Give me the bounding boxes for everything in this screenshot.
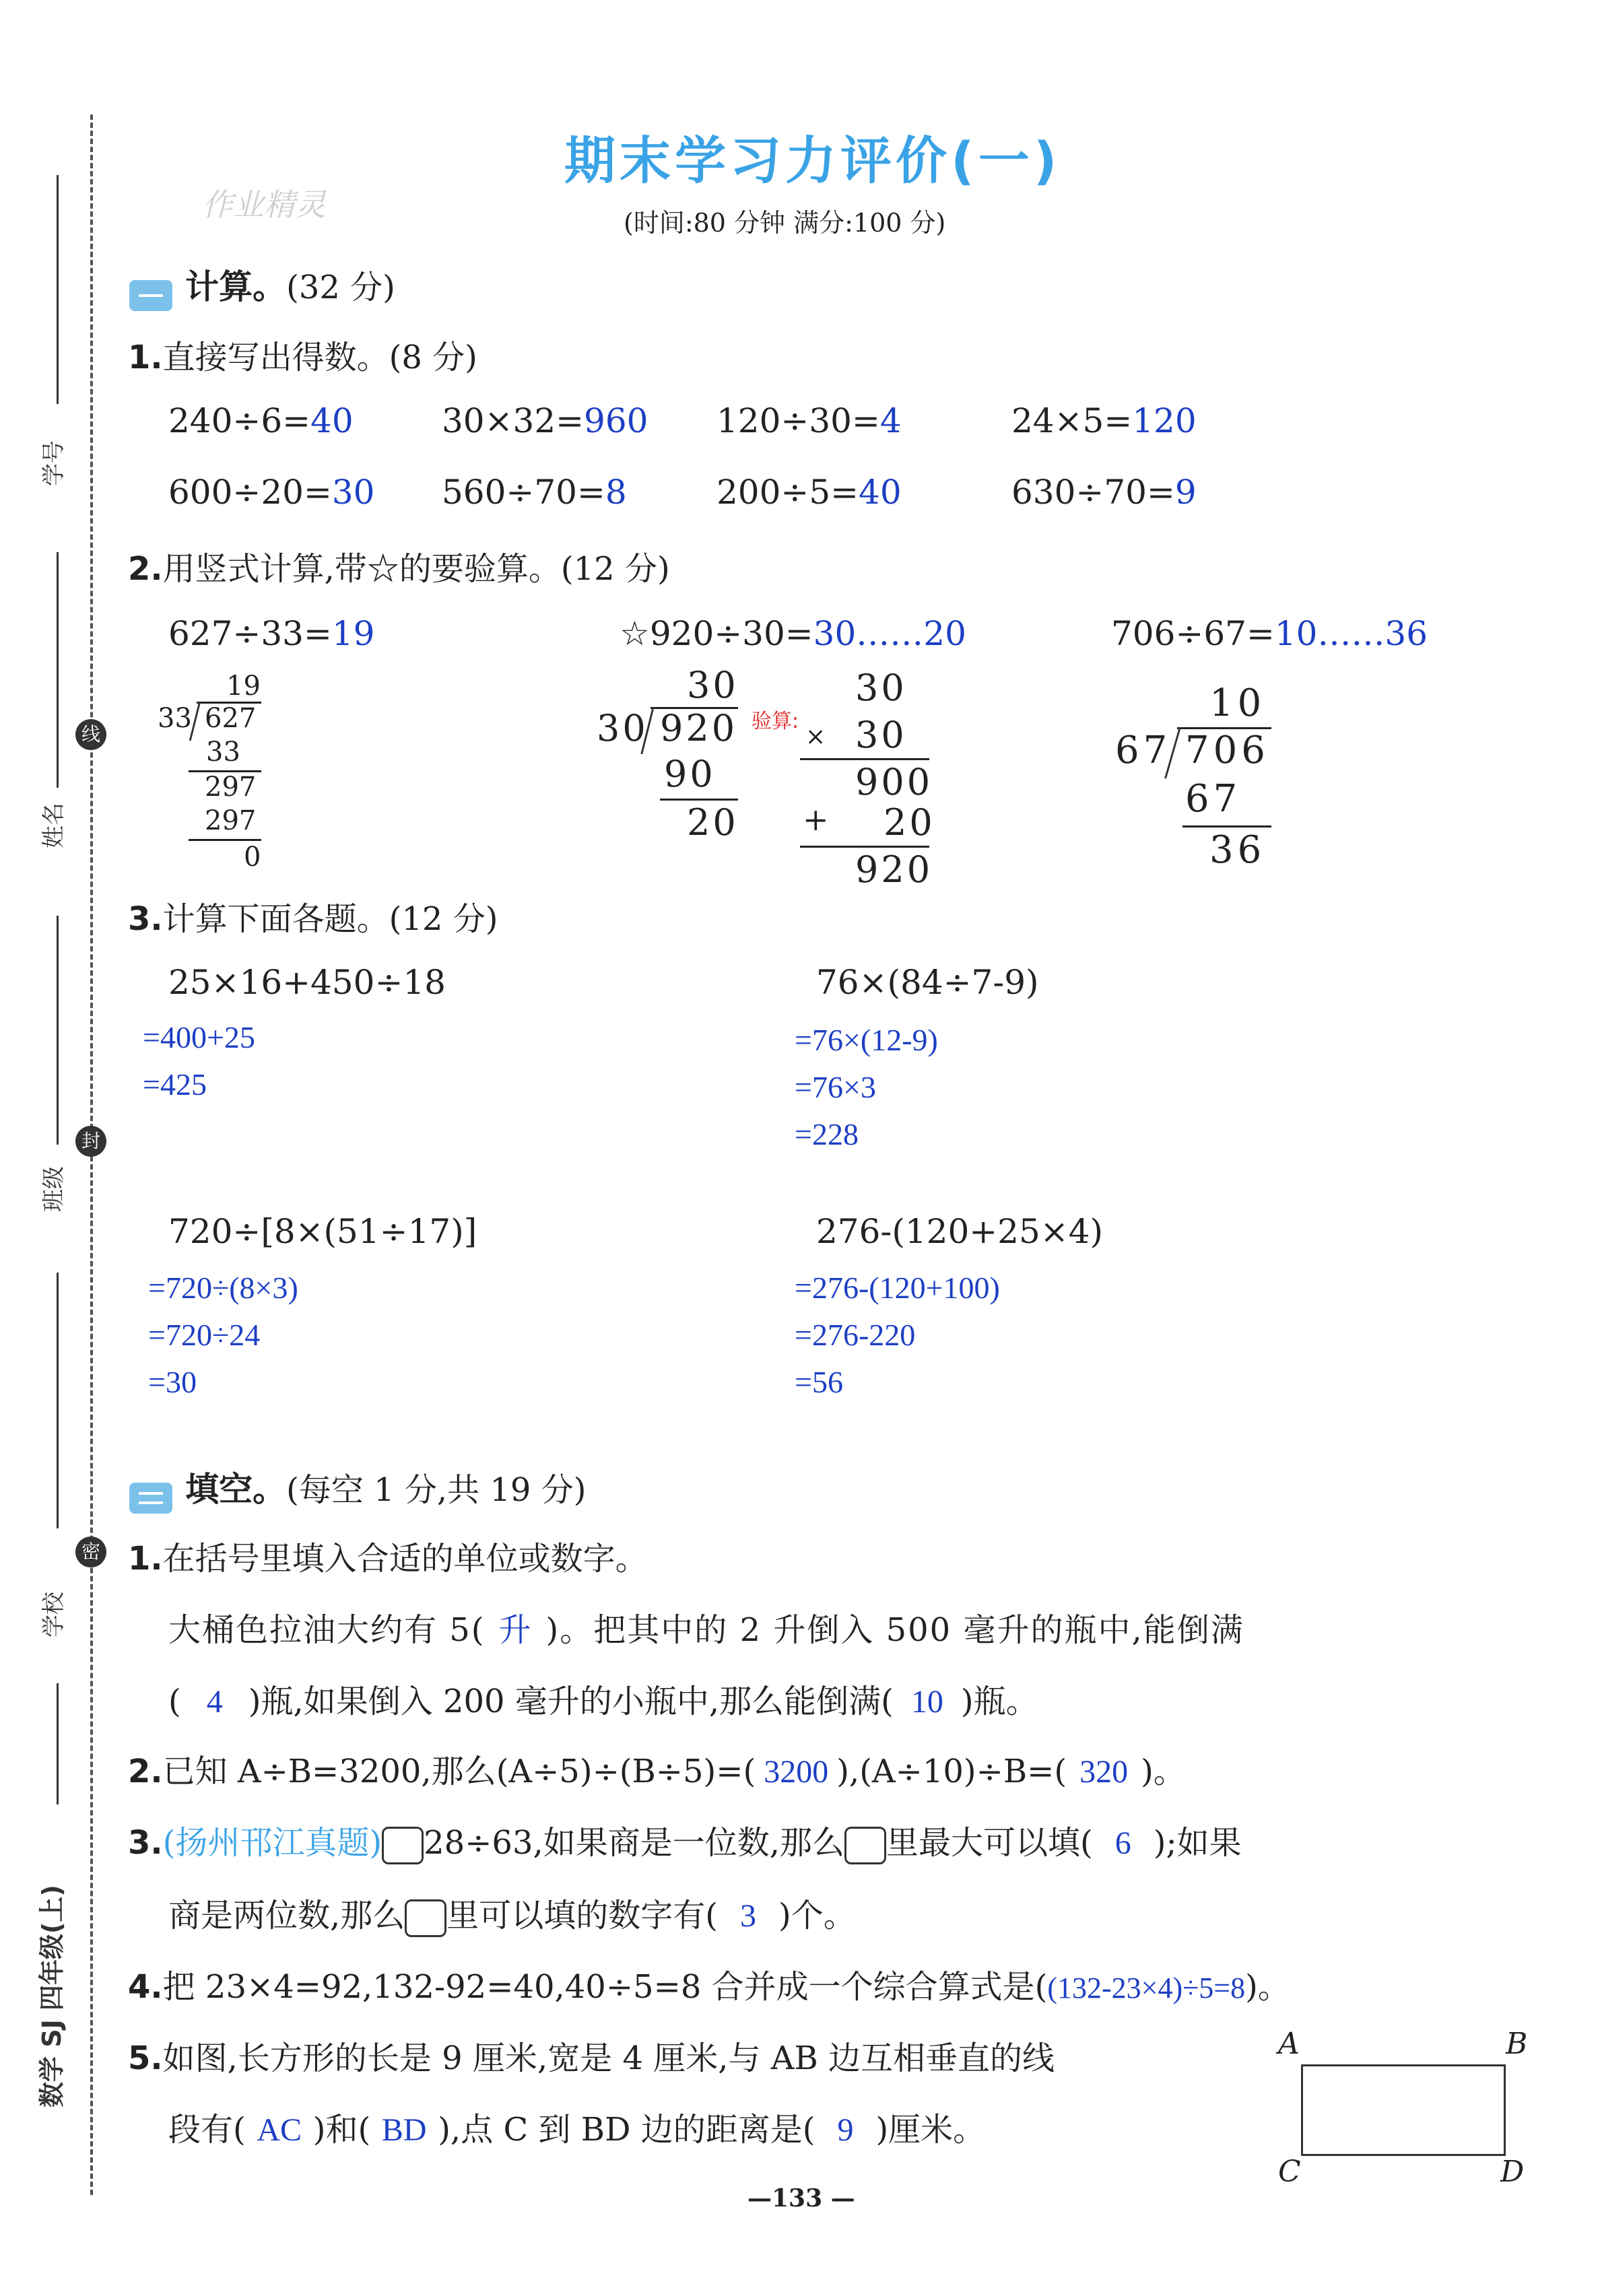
text: )个。	[778, 1897, 856, 1934]
expr: 627÷33=	[168, 614, 332, 653]
s2-q5	[128, 2032, 1055, 2079]
text: ),点 C 到 BD 边的距离是(	[438, 2111, 815, 2149]
answer: 3	[740, 1898, 756, 1934]
answer: 10	[910, 1684, 943, 1720]
step: =720÷(8×3)	[148, 1271, 298, 1305]
seal-mark: 封	[75, 1126, 106, 1157]
operand: 30	[855, 714, 907, 756]
remainder: 20	[687, 801, 739, 844]
step: =400+25	[143, 1020, 255, 1054]
name-label: 姓名	[40, 803, 67, 848]
s2-q3	[128, 1817, 1242, 1864]
answer: 4	[206, 1684, 223, 1720]
quotient: 19	[226, 671, 261, 702]
line-mark: 线	[75, 719, 106, 750]
q-text: 计算下面各题。(12 分)	[162, 900, 498, 938]
answer: AC	[257, 2112, 302, 2148]
s2-q1-line1	[168, 1604, 1244, 1650]
expr: 76×(84÷7-9)	[816, 963, 1039, 1002]
section2-score: (每空 1 分,共 19 分)	[286, 1471, 587, 1509]
close-mark: 密	[75, 1537, 106, 1567]
divisor: 67	[1115, 729, 1172, 772]
blank-box	[844, 1827, 886, 1864]
oral-item	[168, 401, 354, 440]
dividend: 706	[1185, 729, 1269, 772]
q-number: 2.	[128, 1753, 163, 1790]
step: =76×(12-9)	[795, 1023, 938, 1057]
exam-meta: (时间:80 分钟 满分:100 分)	[624, 208, 946, 238]
step: =56	[795, 1365, 843, 1399]
q-text: 在括号里填入合适的单位或数字。	[162, 1540, 648, 1578]
answer: 9	[837, 2112, 854, 2148]
expr: 720÷[8×(51÷17)]	[168, 1212, 477, 1251]
answer: 40	[859, 473, 902, 512]
divisor: 30	[597, 707, 648, 749]
answer: 40	[310, 401, 354, 440]
product: 900	[855, 761, 933, 803]
s2-q5-line2	[168, 2103, 985, 2150]
operator: +	[803, 801, 829, 838]
answer: 3200	[764, 1754, 829, 1790]
text: ),(A÷10)÷B=(	[836, 1753, 1067, 1790]
check-label: 验算:	[752, 710, 799, 733]
q-number: 3.	[128, 900, 163, 938]
answer: BD	[381, 2112, 427, 2148]
q-number: 3.	[128, 1824, 163, 1862]
s2-q4	[128, 1961, 1290, 2007]
oral-item	[1011, 473, 1197, 512]
text: 段有(	[168, 2111, 246, 2149]
expr: 25×16+450÷18	[168, 963, 446, 1002]
text: 商是两位数,那么	[168, 1897, 405, 1934]
step-line	[1182, 825, 1271, 828]
source-tag: (扬州邗江真题)	[162, 1824, 382, 1862]
step-line	[660, 799, 738, 801]
text: 如图,长方形的长是 9 厘米,宽是 4 厘米,与 AB 边互相垂直的线	[162, 2039, 1055, 2077]
class-label: 班级	[40, 1166, 67, 1212]
q-number: 2.	[128, 550, 163, 588]
s1-q3	[128, 893, 498, 939]
s1-q2	[128, 543, 670, 589]
remainder: 36	[1209, 828, 1266, 872]
section1-score: (32 分)	[286, 269, 395, 306]
operator: ×	[805, 723, 826, 751]
operand: 30	[855, 667, 907, 709]
student-id-label: 学号	[40, 440, 67, 486]
expr: 706÷67=	[1111, 614, 1275, 653]
point-c-label: C	[1278, 2155, 1301, 2189]
rectangle	[1301, 2064, 1506, 2156]
step-line	[189, 839, 261, 841]
expr: 630÷70=	[1011, 473, 1175, 512]
expr: 560÷70=	[442, 473, 605, 512]
margin-rule	[57, 175, 59, 404]
text: (	[168, 1683, 181, 1720]
text: 把 23×4=92,132-92=40,40÷5=8 合并成一个综合算式是(	[162, 1968, 1048, 2006]
step: 297	[205, 805, 257, 836]
text: 里最大可以填(	[886, 1824, 1093, 1862]
answer: 升	[498, 1613, 533, 1648]
q-number: 5.	[128, 2039, 163, 2077]
section1-heading	[129, 260, 395, 311]
q-number: 1.	[128, 339, 163, 376]
answer: 30	[331, 473, 375, 512]
step: 33	[206, 737, 240, 768]
text: )。	[1245, 1968, 1290, 2006]
margin-rule	[57, 916, 59, 1145]
q-number: 4.	[128, 1968, 163, 2006]
section2-heading	[129, 1462, 586, 1514]
point-b-label: B	[1506, 2027, 1528, 2061]
expr: ☆920÷30=	[620, 614, 813, 653]
text: 28÷63,如果商是一位数,那么	[424, 1824, 845, 1862]
step: =30	[148, 1365, 197, 1399]
remainder: 0	[244, 842, 261, 873]
oral-item	[168, 473, 374, 512]
s2-q1	[128, 1532, 648, 1579]
margin-rule	[57, 1683, 59, 1804]
text: 大桶色拉油大约有 5(	[168, 1611, 486, 1649]
section2-title: 填空。	[185, 1470, 287, 1509]
step-line	[800, 758, 929, 760]
blank-box	[405, 1899, 446, 1937]
q-text: 直接写出得数。(8 分)	[162, 339, 477, 376]
step-line	[800, 846, 929, 848]
answer: 8	[605, 473, 627, 512]
s1-q1	[128, 331, 477, 378]
margin-rule	[57, 1273, 59, 1528]
section1-icon	[129, 280, 172, 311]
dividend: 920	[660, 707, 738, 749]
answer: 19	[331, 614, 375, 653]
oral-item	[1011, 401, 1197, 440]
answer: (132-23×4)÷5=8	[1047, 1971, 1246, 2004]
step: =76×3	[795, 1070, 876, 1104]
quotient: 30	[687, 664, 739, 706]
step: 90	[664, 753, 716, 795]
s2-q2	[128, 1745, 1186, 1792]
oral-item	[442, 473, 627, 512]
expr: 24×5=	[1011, 401, 1133, 440]
answer: 30……20	[813, 614, 966, 653]
answer: 120	[1132, 401, 1197, 440]
s2-q3-line2	[168, 1889, 856, 1937]
answer: 4	[879, 401, 902, 440]
point-d-label: D	[1500, 2155, 1525, 2189]
result: 920	[855, 848, 933, 891]
step: =228	[795, 1117, 859, 1151]
section2-icon	[129, 1483, 172, 1514]
expr: 30×32=	[442, 401, 585, 440]
step: 67	[1185, 777, 1242, 821]
text: )厘米。	[875, 2111, 986, 2149]
expr: 200÷5=	[716, 473, 859, 512]
step: =276-(120+100)	[795, 1271, 1000, 1305]
step: =425	[143, 1067, 207, 1102]
vertical-item	[1111, 614, 1428, 653]
operand: 20	[884, 801, 935, 844]
answer: 320	[1079, 1754, 1129, 1790]
section1-title: 计算。	[185, 267, 287, 306]
text: );如果	[1153, 1824, 1242, 1862]
oral-item	[442, 401, 648, 440]
book-label: 数学 SJ 四年级(上)	[37, 1885, 67, 2107]
page-title: 期末学习力评价(一)	[564, 131, 1061, 191]
expr: 240÷6=	[168, 401, 311, 440]
blank-box	[382, 1827, 424, 1864]
answer: 9	[1174, 473, 1197, 512]
quotient: 10	[1209, 681, 1266, 725]
margin-rule	[57, 552, 59, 788]
vertical-item	[620, 614, 966, 653]
divisor: 33	[158, 703, 192, 734]
answer: 6	[1114, 1825, 1131, 1861]
step: =720÷24	[148, 1318, 261, 1352]
text: )。把其中的 2 升倒入 500 毫升的瓶中,能倒满	[545, 1611, 1244, 1649]
point-a-label: A	[1278, 2027, 1300, 2061]
q-text: 用竖式计算,带☆的要验算。(12 分)	[162, 550, 670, 588]
expr: 276-(120+25×4)	[816, 1212, 1104, 1251]
step: 297	[205, 772, 257, 803]
oral-item	[716, 401, 902, 440]
expr: 120÷30=	[716, 401, 880, 440]
answer: 10……36	[1274, 614, 1428, 653]
answer: 960	[584, 401, 648, 440]
text: 已知 A÷B=3200,那么(A÷5)÷(B÷5)=(	[162, 1753, 756, 1790]
text: )瓶。	[960, 1683, 1038, 1720]
dividend: 627	[205, 703, 257, 734]
school-label: 学校	[40, 1592, 67, 1637]
watermark: 作业精灵	[202, 187, 326, 223]
vertical-item	[168, 614, 374, 653]
text: )瓶,如果倒入 200 毫升的小瓶中,那么能倒满(	[248, 1683, 894, 1720]
oral-item	[716, 473, 902, 512]
text: )和(	[312, 2111, 371, 2149]
q-number: 1.	[128, 1540, 163, 1578]
page-number: —133 —	[747, 2184, 855, 2213]
text: )。	[1141, 1753, 1186, 1790]
step: =276-220	[795, 1318, 916, 1352]
text: 里可以填的数字有(	[446, 1897, 718, 1934]
expr: 600÷20=	[168, 473, 332, 512]
s2-q1-line2	[168, 1675, 1038, 1722]
